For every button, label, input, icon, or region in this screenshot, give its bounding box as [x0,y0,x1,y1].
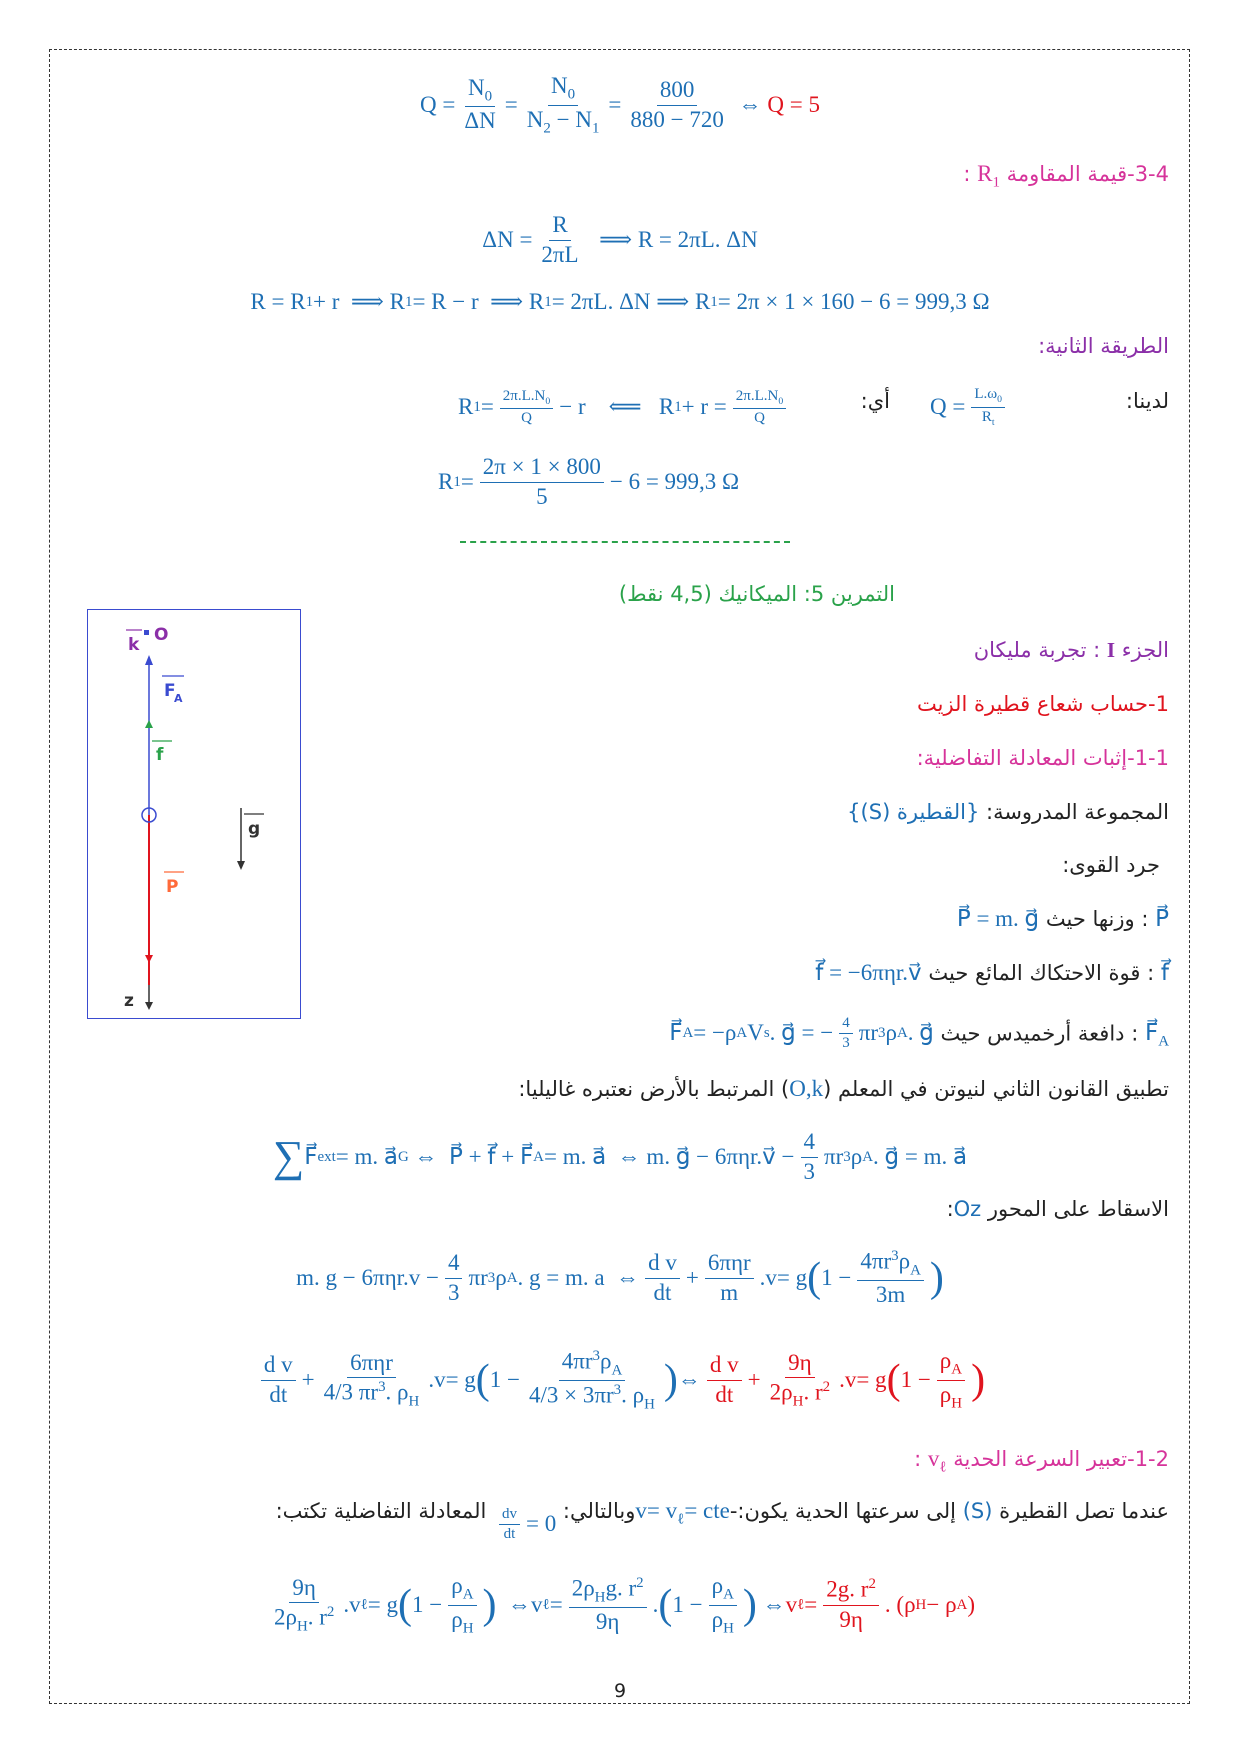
label-f: f [156,745,164,765]
projection-line: الاسقاط على المحور Oz: [946,1197,1169,1221]
force-p-arrowhead [145,955,153,963]
label-we-have: لدينا: [1125,389,1169,413]
system-line: المجموعة المدروسة: {القطيرة (S)} [847,800,1169,824]
label-k: k [128,635,140,655]
millikan-force-diagram [87,609,301,1019]
heading-1-1: 1-1-إثبات المعادلة التفاضلية: [916,746,1169,770]
label-g: g [248,819,261,839]
terminal-velocity-line: عندما تصل القطيرة (S) إلى سرعتها الحدية يكون:-v= $v_\ell=$ cteوبالتالي: $\frac{dv}{dt}$ = 0 المعادلة التفاضلية تكتب: [275,1498,1169,1542]
heading-3-4: 3-4-قيمة المقاومة $R_1$ : [963,161,1169,191]
newton-law-line: تطبيق القانون الثاني لنيوتن في المعلم (O,k) المرتبط بالأرض نعتبره غاليليا: [518,1076,1169,1101]
force-friction: f⃗ : قوة الاحتكاك المائع حيث f⃗ = −6πηr.v⃗ [815,960,1169,985]
part-1-title: الجزء I : تجربة مليكان [973,638,1169,662]
equation-delta-n: ΔN = $\frac{R}{2\pi L}$ ⟹ R = 2πL. ΔN [482,211,758,267]
origin-marker [144,630,149,635]
force-weight: P⃗ : وزنها حيث P⃗ = m. g⃗ [956,906,1169,931]
equation-r1-method1: R = R 1 + r ⟹ R 1 = R − r ⟹ R 1 = 2πL. ΔN ⟹ R 1 = 2π × 1 × 160 − 6 = 999,3 Ω [250,289,990,314]
force-f-arrowhead [145,720,153,728]
force-archimedes: $F⃗_A$ : دافعة أرخميدس حيث F⃗ A = −ρ A V s . g⃗ = − $\frac{4}{3}$ πr 3 ρ A . g⃗ [669,1015,1169,1051]
equation-r1-method2: R 1 = $\frac{2\pi.L.N_0}{Q}$ − r ⟸ R 1 + r = $\frac{2\pi.L.N_0}{Q}$ [458,377,792,437]
label-o: O [154,625,169,645]
equation-projection: m. g − 6πηr.v − $\frac{4}{3}$ πr 3 ρ A . g = m. a ⇔ $\frac{\text{d v}}{dt}$ + $\frac{\text{6πηr}}{m}$ .v= g ( 1 − $\frac{4\pi r^3\rho_A}{3m}$ ) [296,1247,944,1307]
label-p: P [166,877,179,897]
equation-q-omega: Q = $\frac{L.\omega_0}{R_t}$ [930,377,1011,437]
exercise-title: التمرين 5: الميكانيك (4,5 نقط) [618,582,895,606]
equation-newton: ∑ F⃗ ext = m. a⃗ G ⇔ P⃗ + f⃗ + F⃗ A = m. a⃗ ⇔ m. g⃗ − 6πηr.v⃗ − $\frac{4}{3}$ πr 3 ρ A . g⃗ = m. a⃗ [272,1128,968,1184]
label-ie: أي: [860,389,890,413]
heading-method-2: الطريقة الثانية: [1038,334,1169,358]
equation-r1-numeric: R 1 = $\frac{2\pi \times 1 \times 800}{5}$ − 6 = 999,3 Ω [438,453,740,509]
equation-q: Q = $\frac{N_0}{\Delta N}$ = $\frac{N_0}{N_2 - N_1}$ = $\frac{800}{880 - 720}$ ⇔ Q = 5 [420,73,820,137]
equation-terminal-velocity: $\frac{9\eta}{2\rho_H. r^2}$ .v ℓ = g ( 1 − $\frac{\rho_A}{\rho_H}$ ) ⇔v ℓ = $\frac{2\rho_Hg. r^2}{9\eta}$ . ( 1 − $\frac{\rho_A}{\rho_H}$ ) ⇔ v ℓ = $\frac{2g. r^2}{9\eta}$ . (ρ H − ρ A ) [273,1573,976,1637]
label-fa-sub: A [174,692,183,705]
force-fa-arrowhead [145,655,153,665]
axis-z-arrowhead [145,1002,153,1010]
gravity-arrowhead [237,861,245,870]
separator-line [460,541,790,543]
force-diagram-svg [88,610,302,1020]
heading-1: 1-حساب شعاع قطيرة الزيت [917,692,1169,716]
forces-title: جرد القوى: [1062,853,1160,877]
equation-differential: $\frac{\text{d v}}{dt}$ + $\frac{\text{6πηr}}{4/3 \pi r^3. \rho_H}$ .v= g ( 1 − $\frac{4\pi r^3\rho_A}{4/3 \times 3\pi r^3. \rho_H}$ ) ⇔ $\frac{\text{d v}}{dt}$ + $\frac{9\eta}{2\rho_H. r^2}$ .v= g ( 1 − $\frac{\rho_A}{\rho_H}$ ) [0,1330,1240,1430]
label-z: z [124,991,134,1011]
label-fa: F [164,681,176,701]
heading-1-2: 1-2-تعبير السرعة الحدية $v_\ell$ : [914,1446,1169,1476]
page-number: 9 [613,1680,627,1702]
